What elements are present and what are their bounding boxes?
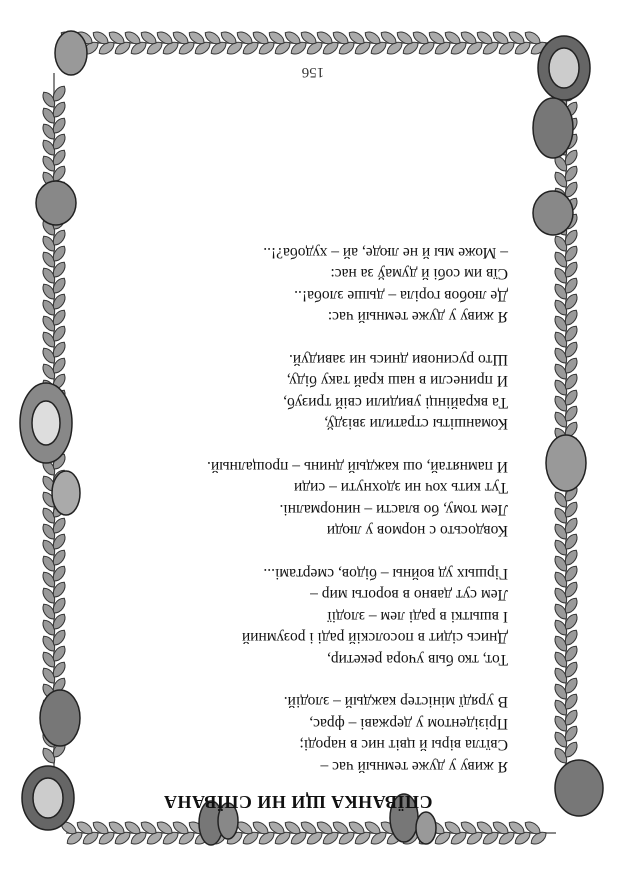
poem-line: И памнятай, ош каждый днинь – прощалный. (207, 458, 508, 475)
poem-line: Гіршых уд войны – бідов, смертамі... (263, 565, 508, 582)
poem-line: Я живу у дуже темный час – (320, 758, 508, 775)
poem-line: Де любов горіла – дыше злоба!.. (294, 287, 508, 304)
stanza (88, 691, 508, 777)
poem-line: Та вкрайінці увидили свій тризуб, (283, 394, 508, 411)
poem-line: Днись сідит в посолскій раді і розумний (241, 629, 508, 647)
poem-line: Лем тому, бо власти – нинормалні. (279, 501, 508, 518)
poem-line: Я живу у дуже темный час: (327, 308, 508, 326)
poem-line: Свїтла віры й цвіт нис в народі; (299, 736, 508, 754)
poem-line: Команшіты стратили звіздў, (324, 415, 508, 433)
poem-block (88, 221, 508, 814)
poem-line: В урядї міністер каждый – злодій. (283, 693, 508, 711)
stanza (88, 242, 508, 328)
poem-line: Тот, тко быв учора рекетир, (327, 651, 508, 668)
poem-line: І вшыткі в раді лем – злодії (327, 608, 508, 625)
poem-line: Ковдосьто с нормов у люди (326, 522, 508, 540)
poem-line: Лем сут давно в ворогы мир – (310, 586, 508, 604)
poem-title: СПЇВАНКА ЩИ НИ СПЇВАНА (163, 792, 433, 812)
poem-line: Сїв им собі й думаў за нас: (330, 265, 508, 283)
poem-line: Тут кить хоч ни здохнути – сиди (293, 479, 508, 497)
stanza (88, 456, 508, 542)
stanza (88, 349, 508, 435)
poem-line: – Може мы й не люде, ай – худоба?!.. (263, 244, 508, 261)
stanza (88, 563, 508, 671)
poem-line: Што русинови днись ни завидуй. (288, 351, 508, 368)
page-number: 156 (301, 64, 325, 80)
poem-line: И принесли в наш край таку біду, (286, 372, 508, 390)
poem-line: Прізідентом у державі – фрас, (309, 715, 508, 732)
